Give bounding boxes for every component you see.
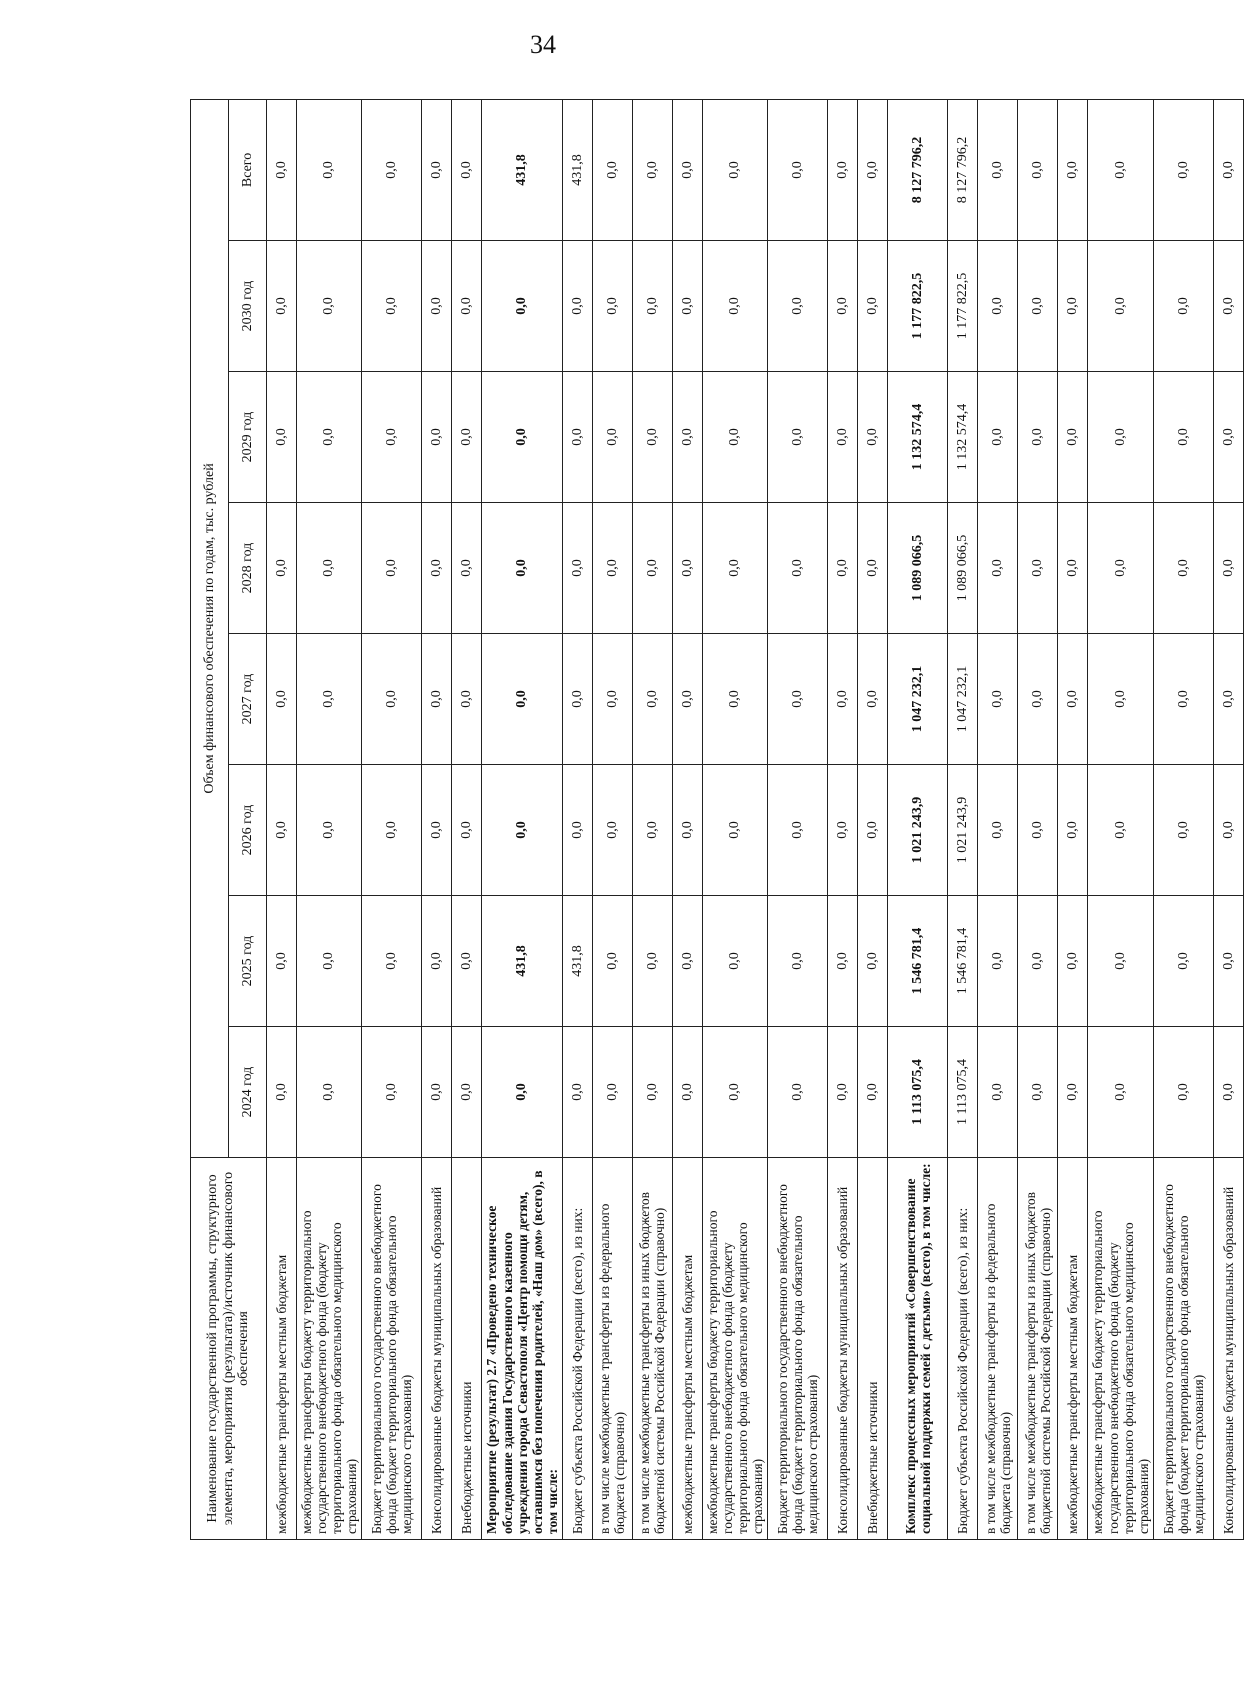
table-row (1018, 99, 1058, 1539)
value-cell: 0,0 (1213, 634, 1243, 765)
row-label: Бюджет территориального государственного внебюджетного фонда (бюджет территориального фонда обязательного медицинского страхования) (768, 1158, 828, 1540)
value-cell: 0,0 (1213, 1027, 1243, 1158)
total-cell: 0,0 (452, 99, 482, 240)
value-cell: 0,0 (452, 634, 482, 765)
value-cell: 0,0 (1018, 896, 1058, 1027)
total-cell: 0,0 (422, 99, 452, 240)
value-cell: 0,0 (592, 372, 632, 503)
value-cell: 0,0 (978, 372, 1018, 503)
value-cell: 0,0 (1058, 503, 1088, 634)
table-row (482, 99, 563, 1539)
value-cell: 0,0 (1018, 372, 1058, 503)
row-label: межбюджетные трансферты бюджету территориального государственного внебюджетного фонда (бюджету территориального фонда обязательного медицинского страхования) (1088, 1158, 1153, 1540)
value-cell: 0,0 (1153, 1027, 1213, 1158)
value-cell: 1 021 243,9 (948, 765, 978, 896)
year-header: 2025 год (229, 896, 267, 1027)
value-cell: 0,0 (768, 503, 828, 634)
value-cell: 1 546 781,4 (888, 896, 948, 1027)
value-cell: 0,0 (1058, 765, 1088, 896)
year-header: 2028 год (229, 503, 267, 634)
value-cell: 0,0 (482, 503, 563, 634)
value-cell: 0,0 (1088, 634, 1153, 765)
value-cell: 0,0 (632, 634, 672, 765)
value-cell: 0,0 (1058, 1027, 1088, 1158)
value-cell: 0,0 (672, 241, 702, 372)
value-cell: 0,0 (362, 1027, 422, 1158)
value-cell: 0,0 (297, 503, 362, 634)
total-cell: 0,0 (632, 99, 672, 240)
value-cell: 0,0 (632, 372, 672, 503)
value-cell: 0,0 (702, 765, 767, 896)
year-header: 2026 год (229, 765, 267, 896)
value-cell: 0,0 (562, 1027, 592, 1158)
total-cell: 8 127 796,2 (888, 99, 948, 240)
rotated-table-wrapper (190, 100, 1236, 1540)
value-cell: 0,0 (1058, 372, 1088, 503)
table-row (828, 99, 858, 1539)
value-cell: 0,0 (978, 1027, 1018, 1158)
table-row (632, 99, 672, 1539)
value-cell: 1 132 574,4 (888, 372, 948, 503)
value-cell: 0,0 (978, 241, 1018, 372)
value-cell: 0,0 (362, 634, 422, 765)
page-number: 34 (530, 30, 556, 59)
year-header: 2030 год (229, 241, 267, 372)
value-cell: 0,0 (592, 896, 632, 1027)
value-cell: 0,0 (828, 1027, 858, 1158)
table-row (948, 99, 978, 1539)
header-group: Объем финансового обеспечения по годам, тыс. рублей (191, 99, 229, 1157)
value-cell: 0,0 (1088, 1027, 1153, 1158)
value-cell: 0,0 (1153, 896, 1213, 1027)
value-cell: 0,0 (422, 241, 452, 372)
value-cell: 1 546 781,4 (948, 896, 978, 1027)
value-cell: 0,0 (267, 503, 297, 634)
value-cell: 0,0 (1153, 241, 1213, 372)
value-cell: 0,0 (858, 634, 888, 765)
total-cell: 0,0 (828, 99, 858, 240)
row-label: Бюджет субъекта Российской Федерации (всего), из них: (948, 1158, 978, 1540)
row-label: Внебюджетные источники (858, 1158, 888, 1540)
table-row (362, 99, 422, 1539)
value-cell: 0,0 (1213, 372, 1243, 503)
value-cell: 0,0 (422, 372, 452, 503)
value-cell: 0,0 (672, 372, 702, 503)
value-cell: 0,0 (482, 1027, 563, 1158)
value-cell: 0,0 (362, 372, 422, 503)
table-row (978, 99, 1018, 1539)
table-row (672, 99, 702, 1539)
value-cell: 0,0 (1088, 896, 1153, 1027)
value-cell: 0,0 (702, 1027, 767, 1158)
table-row (888, 99, 948, 1539)
row-label: Мероприятие (результат) 2.7 «Проведено техническое обследование здания Государственного казенного учреждения города Севастополя «Центр помощи детям, оставшимся без попечения родителей, «Наш дом» (всего), в том числе: (482, 1158, 563, 1540)
value-cell: 0,0 (1018, 503, 1058, 634)
row-label: Бюджет субъекта Российской Федерации (всего), из них: (562, 1158, 592, 1540)
total-cell: 0,0 (592, 99, 632, 240)
value-cell: 0,0 (1153, 372, 1213, 503)
table-row (1088, 99, 1153, 1539)
value-cell: 0,0 (452, 765, 482, 896)
value-cell: 0,0 (297, 1027, 362, 1158)
table-row (562, 99, 592, 1539)
table-row (267, 99, 297, 1539)
value-cell: 0,0 (672, 896, 702, 1027)
value-cell: 0,0 (482, 765, 563, 896)
value-cell: 0,0 (672, 503, 702, 634)
table-row (1213, 99, 1243, 1539)
value-cell: 0,0 (362, 503, 422, 634)
total-cell: 0,0 (267, 99, 297, 240)
value-cell: 1 177 822,5 (948, 241, 978, 372)
table-row (592, 99, 632, 1539)
value-cell: 0,0 (978, 634, 1018, 765)
value-cell: 0,0 (1018, 634, 1058, 765)
value-cell: 0,0 (1058, 896, 1088, 1027)
value-cell: 0,0 (1153, 503, 1213, 634)
year-header: 2029 год (229, 372, 267, 503)
value-cell: 0,0 (1088, 241, 1153, 372)
value-cell: 0,0 (422, 503, 452, 634)
value-cell: 1 177 822,5 (888, 241, 948, 372)
row-label: Консолидированные бюджеты муниципальных образований (828, 1158, 858, 1540)
value-cell: 0,0 (267, 1027, 297, 1158)
row-label: в том числе межбюджетные трансферты из иных бюджетов бюджетной системы Российской Федерации (справочно) (632, 1158, 672, 1540)
total-cell: 0,0 (1018, 99, 1058, 240)
total-cell: 0,0 (978, 99, 1018, 240)
row-label: Консолидированные бюджеты муниципальных образований (422, 1158, 452, 1540)
value-cell: 1 132 574,4 (948, 372, 978, 503)
value-cell: 0,0 (1058, 241, 1088, 372)
total-cell: 431,8 (482, 99, 563, 240)
year-header: 2027 год (229, 634, 267, 765)
row-label: межбюджетные трансферты бюджету территориального государственного внебюджетного фонда (бюджету территориального фонда обязательного медицинского страхования) (297, 1158, 362, 1540)
value-cell: 0,0 (297, 241, 362, 372)
value-cell: 0,0 (768, 372, 828, 503)
value-cell: 0,0 (978, 503, 1018, 634)
value-cell: 0,0 (768, 241, 828, 372)
value-cell: 0,0 (592, 503, 632, 634)
value-cell: 0,0 (858, 896, 888, 1027)
value-cell: 0,0 (297, 896, 362, 1027)
value-cell: 0,0 (1213, 765, 1243, 896)
row-label: межбюджетные трансферты бюджету территориального государственного внебюджетного фонда (бюджету территориального фонда обязательного медицинского страхования) (702, 1158, 767, 1540)
value-cell: 0,0 (828, 503, 858, 634)
row-label: в том числе межбюджетные трансферты из федерального бюджета (справочно) (592, 1158, 632, 1540)
value-cell: 0,0 (858, 372, 888, 503)
value-cell: 0,0 (592, 765, 632, 896)
value-cell: 0,0 (362, 896, 422, 1027)
value-cell: 0,0 (672, 634, 702, 765)
value-cell: 0,0 (858, 241, 888, 372)
table-row (452, 99, 482, 1539)
value-cell: 0,0 (768, 765, 828, 896)
value-cell: 0,0 (452, 241, 482, 372)
value-cell: 0,0 (562, 503, 592, 634)
value-cell: 1 021 243,9 (888, 765, 948, 896)
value-cell: 0,0 (267, 634, 297, 765)
table-row (858, 99, 888, 1539)
value-cell: 0,0 (452, 896, 482, 1027)
value-cell: 1 047 232,1 (888, 634, 948, 765)
row-label: Бюджет территориального государственного внебюджетного фонда (бюджет территориального фонда обязательного медицинского страхования) (1153, 1158, 1213, 1540)
value-cell: 0,0 (297, 634, 362, 765)
table-row (1153, 99, 1213, 1539)
value-cell: 0,0 (267, 765, 297, 896)
total-cell: 431,8 (562, 99, 592, 240)
financing-table (190, 99, 1244, 1540)
row-label: Консолидированные бюджеты муниципальных образований (1213, 1158, 1243, 1540)
total-cell: 0,0 (672, 99, 702, 240)
table-row (768, 99, 828, 1539)
total-cell: 0,0 (362, 99, 422, 240)
value-cell: 0,0 (422, 634, 452, 765)
value-cell: 0,0 (267, 896, 297, 1027)
value-cell: 0,0 (768, 634, 828, 765)
value-cell: 0,0 (1018, 765, 1058, 896)
total-cell: 8 127 796,2 (948, 99, 978, 240)
value-cell: 0,0 (632, 1027, 672, 1158)
value-cell: 0,0 (592, 634, 632, 765)
value-cell: 0,0 (702, 634, 767, 765)
value-cell: 0,0 (1088, 372, 1153, 503)
value-cell: 1 113 075,4 (888, 1027, 948, 1158)
value-cell: 0,0 (632, 765, 672, 896)
value-cell: 1 089 066,5 (948, 503, 978, 634)
value-cell: 0,0 (858, 503, 888, 634)
value-cell: 0,0 (422, 896, 452, 1027)
value-cell: 0,0 (562, 634, 592, 765)
value-cell: 0,0 (1018, 1027, 1058, 1158)
value-cell: 0,0 (702, 896, 767, 1027)
value-cell: 0,0 (482, 634, 563, 765)
value-cell: 0,0 (702, 241, 767, 372)
value-cell: 0,0 (828, 634, 858, 765)
value-cell: 0,0 (1058, 634, 1088, 765)
value-cell: 0,0 (768, 896, 828, 1027)
table-row (297, 99, 362, 1539)
value-cell: 0,0 (452, 1027, 482, 1158)
value-cell: 0,0 (422, 1027, 452, 1158)
value-cell: 431,8 (562, 896, 592, 1027)
value-cell: 0,0 (592, 241, 632, 372)
value-cell: 0,0 (702, 372, 767, 503)
value-cell: 0,0 (632, 241, 672, 372)
table-body (267, 99, 1244, 1539)
total-cell: 0,0 (297, 99, 362, 240)
value-cell: 0,0 (1213, 896, 1243, 1027)
value-cell: 0,0 (768, 1027, 828, 1158)
table-row (702, 99, 767, 1539)
row-label: в том числе межбюджетные трансферты из иных бюджетов бюджетной системы Российской Федерации (справочно) (1018, 1158, 1058, 1540)
row-label: межбюджетные трансферты местным бюджетам (672, 1158, 702, 1540)
year-header: 2024 год (229, 1027, 267, 1158)
value-cell: 0,0 (297, 765, 362, 896)
row-label: в том числе межбюджетные трансферты из федерального бюджета (справочно) (978, 1158, 1018, 1540)
total-cell: 0,0 (768, 99, 828, 240)
value-cell: 0,0 (267, 372, 297, 503)
value-cell: 0,0 (1213, 503, 1243, 634)
row-label: межбюджетные трансферты местным бюджетам (267, 1158, 297, 1540)
value-cell: 0,0 (632, 896, 672, 1027)
total-cell: 0,0 (1088, 99, 1153, 240)
value-cell: 0,0 (858, 765, 888, 896)
value-cell: 1 089 066,5 (888, 503, 948, 634)
row-label: межбюджетные трансферты местным бюджетам (1058, 1158, 1088, 1540)
value-cell: 0,0 (828, 372, 858, 503)
value-cell: 431,8 (482, 896, 563, 1027)
value-cell: 0,0 (632, 503, 672, 634)
value-cell: 0,0 (422, 765, 452, 896)
total-cell: 0,0 (858, 99, 888, 240)
value-cell: 0,0 (828, 241, 858, 372)
value-cell: 0,0 (858, 1027, 888, 1158)
value-cell: 0,0 (672, 1027, 702, 1158)
row-label: Комплекс процессных мероприятий «Совершенствование социальной поддержки семей с детьми» (всего), в том числе: (888, 1158, 948, 1540)
value-cell: 0,0 (978, 765, 1018, 896)
value-cell: 0,0 (1088, 503, 1153, 634)
value-cell: 0,0 (1088, 765, 1153, 896)
total-cell: 0,0 (1213, 99, 1243, 240)
value-cell: 0,0 (828, 765, 858, 896)
value-cell: 0,0 (482, 241, 563, 372)
row-label: Бюджет территориального государственного внебюджетного фонда (бюджет территориального фонда обязательного медицинского страхования) (362, 1158, 422, 1540)
value-cell: 0,0 (592, 1027, 632, 1158)
table-row (422, 99, 452, 1539)
value-cell: 0,0 (482, 372, 563, 503)
value-cell: 0,0 (267, 241, 297, 372)
value-cell: 0,0 (362, 765, 422, 896)
value-cell: 0,0 (978, 896, 1018, 1027)
value-cell: 0,0 (1153, 765, 1213, 896)
value-cell: 0,0 (297, 372, 362, 503)
value-cell: 0,0 (562, 372, 592, 503)
table-row (1058, 99, 1088, 1539)
value-cell: 0,0 (362, 241, 422, 372)
total-cell: 0,0 (1058, 99, 1088, 240)
value-cell: 0,0 (452, 372, 482, 503)
total-header: Всего (229, 99, 267, 240)
value-cell: 0,0 (452, 503, 482, 634)
value-cell: 0,0 (828, 896, 858, 1027)
total-cell: 0,0 (1153, 99, 1213, 240)
value-cell: 0,0 (562, 765, 592, 896)
value-cell: 1 113 075,4 (948, 1027, 978, 1158)
value-cell: 0,0 (1153, 634, 1213, 765)
value-cell: 0,0 (562, 241, 592, 372)
value-cell: 0,0 (702, 503, 767, 634)
total-cell: 0,0 (702, 99, 767, 240)
value-cell: 1 047 232,1 (948, 634, 978, 765)
header-name: Наименование государственной программы, структурного элемента, мероприятия (результата)/источник финансового обеспечения (191, 1158, 267, 1540)
value-cell: 0,0 (1213, 241, 1243, 372)
value-cell: 0,0 (1018, 241, 1058, 372)
row-label: Внебюджетные источники (452, 1158, 482, 1540)
value-cell: 0,0 (672, 765, 702, 896)
